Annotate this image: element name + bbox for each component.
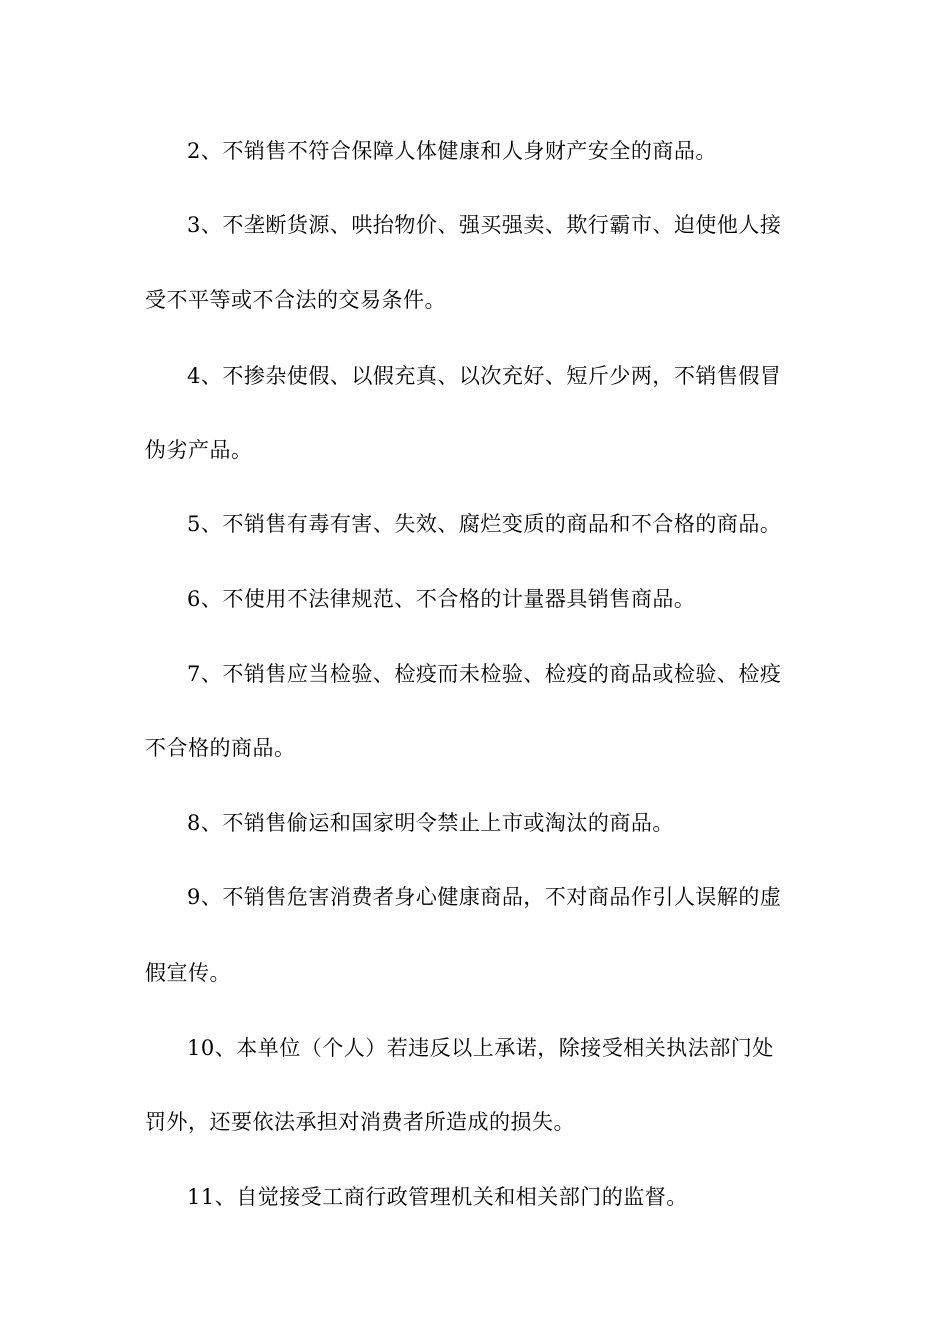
item-number: 11、 xyxy=(187,1185,237,1209)
paragraph-line xyxy=(187,659,867,689)
paragraph-line xyxy=(187,509,867,539)
item-text: 不销售危害消费者身心健康商品，不对商品作引人误解的虚 xyxy=(222,885,782,909)
item-number: 6、 xyxy=(187,587,223,611)
item-number: 5、 xyxy=(187,512,223,536)
item-number: 10、 xyxy=(187,1036,237,1060)
item-text: 自觉接受工商行政管理机关和相关部门的监督。 xyxy=(236,1185,688,1209)
paragraph-line xyxy=(187,584,867,614)
paragraph-line xyxy=(187,361,867,391)
item-number: 9、 xyxy=(187,885,223,909)
paragraph-continuation: 受不平等或不合法的交易条件。 xyxy=(145,288,446,312)
item-number: 3、 xyxy=(187,213,223,237)
item-number: 4、 xyxy=(187,364,223,388)
item-text: 不掺杂使假、以假充真、以次充好、短斤少两，不销售假冒 xyxy=(222,364,782,388)
paragraph-continuation: 假宣传。 xyxy=(145,961,231,985)
item-number: 7、 xyxy=(187,662,223,686)
paragraph-continuation: 不合格的商品。 xyxy=(145,736,296,760)
paragraph-continuation: 罚外，还要依法承担对消费者所造成的损失。 xyxy=(145,1110,575,1134)
paragraph-line xyxy=(187,136,867,166)
paragraph-line xyxy=(187,210,867,240)
item-number: 2、 xyxy=(187,139,223,163)
item-text: 不垄断货源、哄抬物价、强买强卖、欺行霸市、迫使他人接 xyxy=(222,213,782,237)
paragraph-line xyxy=(187,882,867,912)
item-text: 不销售偷运和国家明令禁止上市或淘汰的商品。 xyxy=(222,811,674,835)
item-text: 不销售应当检验、检疫而未检验、检疫的商品或检验、检疫 xyxy=(222,662,782,686)
item-number: 8、 xyxy=(187,811,223,835)
item-text: 本单位（个人）若违反以上承诺，除接受相关执法部门处 xyxy=(236,1036,774,1060)
item-text: 不销售不符合保障人体健康和人身财产安全的商品。 xyxy=(222,139,717,163)
paragraph-line xyxy=(187,1182,867,1212)
paragraph-line xyxy=(187,1033,867,1063)
paragraph-continuation: 伪劣产品。 xyxy=(145,438,253,462)
item-text: 不销售有毒有害、失效、腐烂变质的商品和不合格的商品。 xyxy=(222,512,782,536)
paragraph-line xyxy=(187,808,867,838)
item-text: 不使用不法律规范、不合格的计量器具销售商品。 xyxy=(222,587,696,611)
